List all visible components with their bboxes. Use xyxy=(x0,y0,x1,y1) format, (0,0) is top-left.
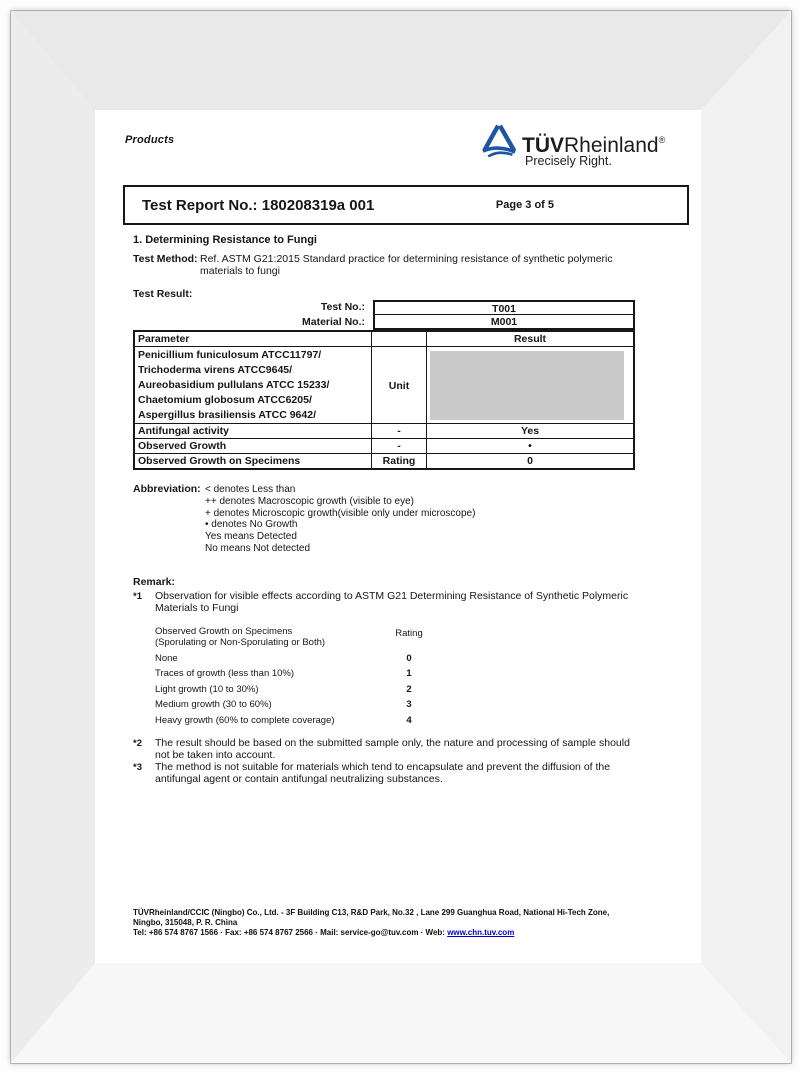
rating-value: 4 xyxy=(406,714,412,726)
remark-item-1 xyxy=(133,590,635,614)
fungus-line: Penicillium funiculosum ATCC11797/ xyxy=(138,349,322,361)
brand-tagline: Precisely Right. xyxy=(525,154,612,168)
remark-text: Observation for visible effects according to ASTM G21 Determining Resistance of Synthetic Polymeric Materials to Fungi xyxy=(155,590,629,614)
unit-cell: Rating xyxy=(371,454,426,468)
test-method-label: Test Method: xyxy=(133,253,198,265)
remark-item-3 xyxy=(133,761,635,785)
table-header-row xyxy=(135,332,633,346)
rating-value: 2 xyxy=(406,683,412,695)
page-indicator: Page 3 of 5 xyxy=(495,199,554,211)
products-label: Products xyxy=(125,134,175,146)
test-method-text: Ref. ASTM G21:2015 Standard practice for determining resistance of synthetic polymeric materials to fungi xyxy=(200,253,613,277)
fungus-line: Trichoderma virens ATCC9645/ xyxy=(138,364,293,376)
footer-address-line1: TÜVRheinland/CCIC (Ningbo) Co., Ltd. - 3F Building C13, R&D Park, No.32 , Lane 299 Guanghua Road, National Hi-Tech Zone, xyxy=(133,908,610,917)
abbreviation-line: < denotes Less than xyxy=(205,484,296,495)
tuv-logo-icon xyxy=(481,123,517,157)
remark-item-2 xyxy=(133,737,635,761)
test-method-row xyxy=(133,253,663,277)
rating-column-header: Rating xyxy=(395,628,423,639)
remark-heading: Remark: xyxy=(133,576,176,588)
remark-marker: *2 xyxy=(133,738,142,749)
remark-text: The result should be based on the submitted sample only, the nature and processing of sample should not be taken into account. xyxy=(155,737,630,761)
parameter-cell: Observed Growth on Specimens xyxy=(138,455,301,467)
rating-label: Medium growth (30 to 60%) xyxy=(155,699,272,711)
remark-text: The method is not suitable for materials which tend to encapsulate and prevent the diffusion of the antifungal agent or contain antifungal neutralizing substances. xyxy=(155,761,611,785)
rating-row xyxy=(155,669,455,684)
table-row xyxy=(135,423,633,438)
abbreviation-line: • denotes No Growth xyxy=(205,519,298,531)
rating-label: Light growth (10 to 30%) xyxy=(155,683,259,695)
abbreviation-label: Abbreviation: xyxy=(133,483,201,495)
fungus-line: Aureobasidium pullulans ATCC 15233/ xyxy=(138,379,330,391)
rating-header-line2: (Sporulating or Non-Sporulating or Both) xyxy=(155,636,326,648)
abbreviation-line: + denotes Microscopic growth(visible only under microscope) xyxy=(205,507,476,519)
result-cell: Yes xyxy=(426,424,633,438)
fungi-list xyxy=(135,347,371,423)
test-result-label: Test Result: xyxy=(133,288,193,300)
test-no-row xyxy=(133,300,635,315)
table-row xyxy=(135,438,633,453)
rating-value: 0 xyxy=(406,653,412,664)
test-no-label: Test No.: xyxy=(320,301,365,313)
rating-value: 1 xyxy=(406,668,412,680)
remark-marker: *1 xyxy=(133,591,142,602)
fungi-row xyxy=(135,346,633,423)
parameter-cell: Antifungal activity xyxy=(138,425,230,437)
rating-table-title xyxy=(155,627,385,654)
unit-cell: - xyxy=(371,424,426,438)
parameter-header: Parameter xyxy=(138,333,190,345)
test-no-value: T001 xyxy=(373,300,635,315)
result-cell: • xyxy=(426,439,633,453)
abbreviation-line: No means Not detected xyxy=(205,542,311,554)
rating-header-line1: Observed Growth on Specimens xyxy=(155,626,293,637)
report-number-title: Test Report No.: 180208319a 001 xyxy=(142,196,375,214)
result-header: Result xyxy=(426,332,633,346)
brand-rheinland: Rheinland xyxy=(564,134,659,157)
rating-table-header xyxy=(155,627,455,654)
unit-cell: - xyxy=(371,439,426,453)
rating-row xyxy=(155,654,455,669)
report-page xyxy=(95,110,700,962)
abbreviation-lines xyxy=(205,484,475,555)
parameter-table xyxy=(133,330,635,470)
footer xyxy=(133,908,678,938)
material-no-row xyxy=(133,315,635,330)
section-heading: 1. Determining Resistance to Fungi xyxy=(133,234,317,246)
abbreviation-block xyxy=(133,484,653,555)
result-table xyxy=(133,300,635,470)
footer-address-line2: Ningbo, 315048, P. R. China xyxy=(133,918,238,927)
web-link[interactable]: www.chn.tuv.com xyxy=(447,928,515,937)
rating-label: Heavy growth (60% to complete coverage) xyxy=(155,714,335,726)
fungus-line: Aspergillus brasiliensis ATCC 9642/ xyxy=(138,409,316,421)
brand-tuv: TÜV xyxy=(522,134,564,157)
rating-row xyxy=(155,685,455,700)
report-number-bar xyxy=(123,185,689,225)
remark-marker: *3 xyxy=(133,762,142,773)
rating-value: 3 xyxy=(406,699,412,711)
rating-table xyxy=(155,627,455,731)
abbreviation-line: Yes means Detected xyxy=(205,531,297,543)
abbreviation-line: ++ denotes Macroscopic growth (visible to eye) xyxy=(205,495,414,507)
table-row xyxy=(135,453,633,468)
footer-contact-line xyxy=(133,928,678,938)
material-no-label: Material No.: xyxy=(301,316,365,328)
footer-contact-text: Tel: +86 574 8767 1566 · Fax: +86 574 8767 2566 · Mail: service-go@tuv.com · Web: xyxy=(133,928,448,937)
rating-label: None xyxy=(155,653,178,664)
result-cell xyxy=(426,347,633,423)
rating-row xyxy=(155,716,455,731)
fungus-line: Chaetomium globosum ATCC6205/ xyxy=(138,394,312,406)
result-cell: 0 xyxy=(426,454,633,468)
redacted-result-box xyxy=(430,351,624,420)
parameter-cell: Observed Growth xyxy=(138,440,227,452)
unit-cell: Unit xyxy=(371,347,426,423)
unit-header-empty xyxy=(371,332,426,346)
registered-mark: ® xyxy=(658,135,666,145)
rating-label: Traces of growth (less than 10%) xyxy=(155,668,295,680)
material-no-value: M001 xyxy=(373,315,635,330)
rating-row xyxy=(155,700,455,715)
